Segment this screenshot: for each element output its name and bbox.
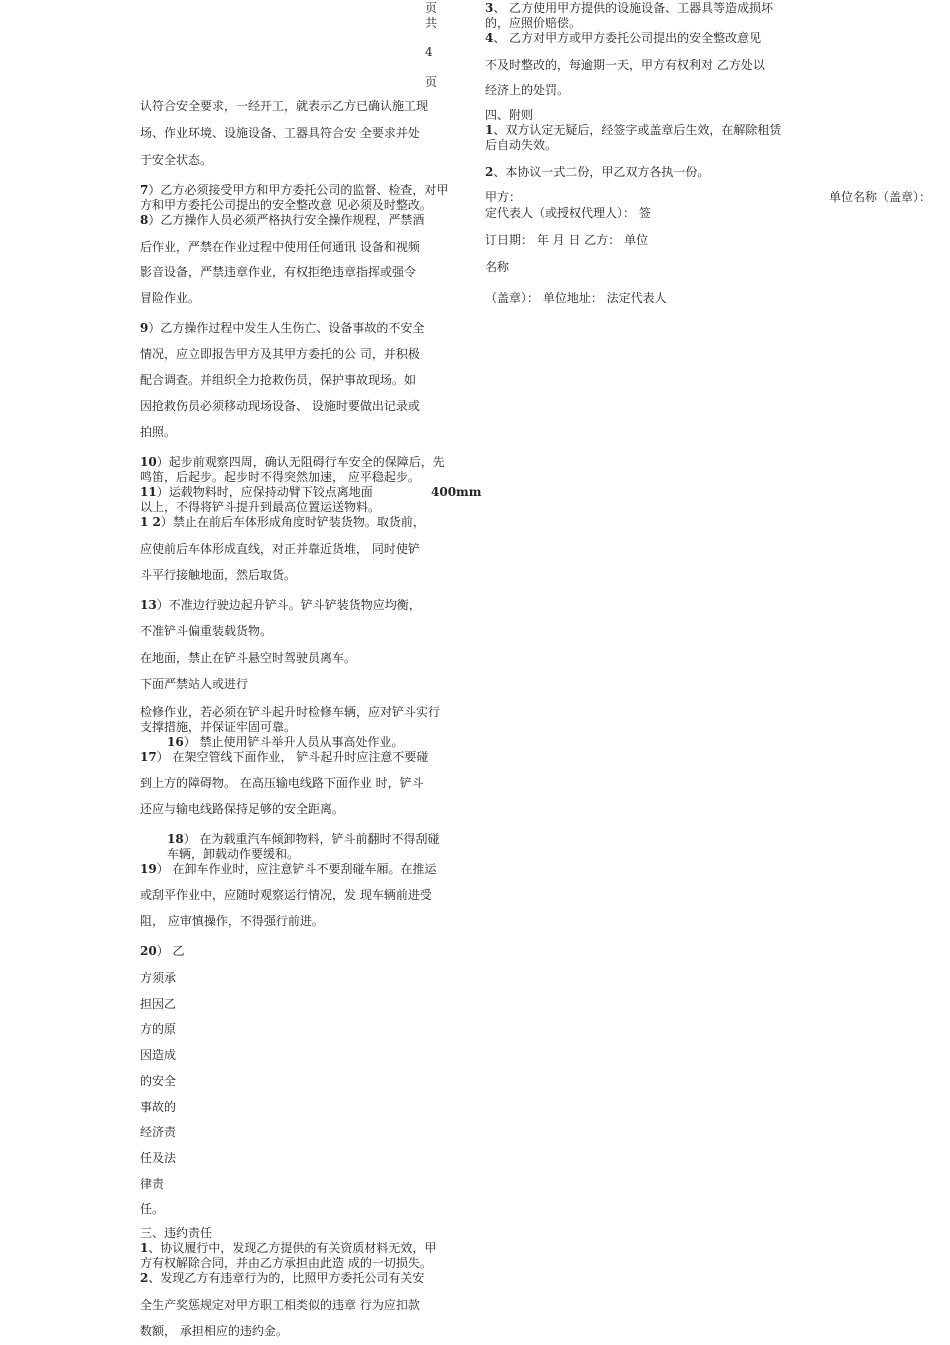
- paragraph-line: 经济责: [140, 1125, 177, 1140]
- clause-number: 16: [167, 735, 184, 749]
- paragraph-line: 方须承: [140, 971, 177, 985]
- clause-text: 、发现乙方有违章行为的，比照甲方委托公司有关安: [148, 1271, 425, 1285]
- paragraph-line: 担因乙: [140, 996, 177, 1011]
- page-total-label: 共: [425, 16, 438, 30]
- page-label: 页: [425, 1, 438, 15]
- clause-18: [167, 833, 440, 846]
- paragraph-line: 后作业，严禁在作业过程中使用任何通讯 设备和视频: [140, 240, 420, 254]
- clause-text: ）不准边行驶边起升铲斗。铲斗铲装货物应均衡，: [156, 598, 421, 612]
- paragraph-line: 不及时整改的，每逾期一天，甲方有权利对 乙方处以: [485, 58, 765, 72]
- paragraph-line: 的安全: [140, 1073, 177, 1088]
- paragraph-line: 冒险作业。: [140, 291, 201, 305]
- clause-9: [140, 322, 424, 335]
- paragraph-line: 全生产奖惩规定对甲方职工相类似的违章 行为应扣款: [140, 1298, 420, 1312]
- paragraph-line: 支撑措施，并保证牢固可靠。: [140, 720, 297, 734]
- paragraph-line: 律责: [140, 1176, 165, 1191]
- clause-text: 、本协议一式二份，甲乙双方各执一份。: [493, 165, 710, 179]
- penalty-1: [140, 1242, 436, 1255]
- clause-text: ）运载物料时，应保持动臂下铰点离地面: [156, 485, 373, 499]
- clause-number: 4: [485, 31, 494, 45]
- clause-number: 20: [140, 944, 157, 958]
- clause-number: 1: [140, 1241, 149, 1255]
- clause-number: 18: [167, 832, 184, 846]
- paragraph-line: 应使前后车体形成直线，对正并靠近货堆， 同时使铲: [140, 542, 420, 556]
- page-total-number: 4: [425, 45, 433, 59]
- paragraph-line: 拍照。: [140, 425, 177, 439]
- clause-number: 10: [140, 455, 157, 469]
- clause-text: 、 乙方使用甲方提供的设施设备、工器具等造成损坏: [493, 1, 774, 15]
- paragraph-line: 车辆，卸载动作要缓和。: [167, 847, 300, 861]
- paragraph-line: 方有权解除合同，并由乙方承担由此造 成的一切损失。: [140, 1256, 432, 1270]
- clause-3: [485, 2, 773, 15]
- clause-19: [140, 863, 437, 876]
- clause-20: [140, 945, 185, 958]
- paragraph-line: 的，应照价赔偿。: [485, 16, 582, 30]
- clause-4: [485, 32, 761, 45]
- clause-number: 8: [140, 213, 149, 227]
- paragraph-line: 数额， 承担相应的违约金。: [140, 1324, 288, 1338]
- clause-text: ）乙方操作人员必须严格执行安全操作规程，严禁酒: [148, 213, 425, 227]
- paragraph-line: 到上方的障碍物。 在高压输电线路下面作业 时，铲斗: [140, 776, 424, 790]
- clause-number: 19: [140, 862, 157, 876]
- clause-text: 、双方认定无疑后，经签字或盖章后生效，在解除租赁: [493, 123, 782, 137]
- paragraph-line: 鸣笛，后起步。起步时不得突然加速， 应平稳起步。: [140, 470, 420, 484]
- paragraph-line: 在地面，禁止在铲斗悬空时驾驶员离车。: [140, 651, 357, 665]
- seal-address-line: （盖章）： 单位地址： 法定代表人: [485, 291, 667, 305]
- clause-text: 、协议履行中，发现乙方提供的有关资质材料无效，甲: [148, 1241, 437, 1255]
- paragraph-line: 方的原: [140, 1022, 177, 1037]
- paragraph-line: 斗平行接触地面，然后取货。: [140, 568, 297, 582]
- paragraph-line: 场、作业环境、设施设备、工器具符合安 全要求并处: [140, 126, 420, 140]
- clause-number: 7: [140, 183, 149, 197]
- clause-text: 、 乙方对甲方或甲方委托公司提出的安全整改意见: [493, 31, 762, 45]
- clause-10: [140, 456, 445, 469]
- clause-number: 17: [140, 750, 157, 764]
- clause-8: [140, 214, 424, 227]
- paragraph-line: 影音设备，严禁违章作业，有权拒绝违章指挥或强令: [140, 265, 417, 279]
- paragraph-line: 还应与输电线路保持足够的安全距离。: [140, 802, 345, 816]
- paragraph-line: 后自动失效。: [485, 138, 558, 152]
- name-label: 名称: [485, 260, 510, 274]
- clause-text: ） 乙: [156, 944, 185, 958]
- clause-number: 11: [140, 485, 157, 499]
- paragraph-line: 经济上的处罚。: [485, 83, 570, 97]
- annex-1: [485, 124, 781, 137]
- clause-13: [140, 599, 421, 612]
- clause-text: ）起步前观察四周，确认无阻碍行车安全的保障后，先: [156, 455, 445, 469]
- paragraph-line: 任。: [140, 1202, 165, 1217]
- paragraph-line: 配合调查。并组织全力抢救伤员，保护事故现场。如: [140, 373, 417, 387]
- paragraph-line: 阻， 应审慎操作，不得强行前进。: [140, 914, 324, 928]
- paragraph-line: 任及法: [140, 1150, 177, 1165]
- paragraph-line: 情况，应立即报告甲方及其甲方委托的公 司，并积极: [140, 347, 420, 361]
- clause-number: 13: [140, 598, 157, 612]
- paragraph-line: 以上，不得将铲斗提升到最高位置运送物料。: [140, 500, 381, 514]
- section-heading: 四、附则: [485, 108, 534, 122]
- clause-16: [167, 736, 404, 749]
- paragraph-line: 因造成: [140, 1048, 177, 1063]
- clause-number: 2: [140, 1271, 149, 1285]
- clause-number: 1: [485, 123, 494, 137]
- paragraph-line: 方和甲方委托公司提出的安全整改意 见必须及时整改。: [140, 198, 432, 212]
- sign-date-line: 订日期： 年 月 日 乙方： 单位: [485, 233, 649, 247]
- clause-number: 9: [140, 321, 149, 335]
- clause-text: ） 在卸车作业时，应注意铲斗不要刮碰车厢。在推运: [156, 862, 437, 876]
- paragraph-line: 检修作业，若必须在铲斗起升时检修车辆，应对铲斗实行: [140, 705, 441, 719]
- clause-text: ）禁止在前后车体形成角度时铲装货物。取货前，: [160, 515, 425, 529]
- paragraph-line: 认符合安全要求，一经开工，就表示乙方已确认施工现: [140, 99, 429, 113]
- clause-text: ） 禁止使用铲斗举升人员从事高处作业。: [183, 735, 404, 749]
- paragraph-line: 下面严禁站人或进行: [140, 677, 249, 691]
- penalty-2: [140, 1272, 424, 1285]
- party-a-label: 甲方：: [485, 190, 522, 204]
- annex-2: [485, 166, 709, 179]
- measurement-value: 400mm: [431, 485, 482, 499]
- clause-number: 1 2: [140, 515, 161, 529]
- legal-rep-line: 定代表人（或授权代理人）： 签: [485, 206, 651, 220]
- clause-text: ）乙方必须接受甲方和甲方委托公司的监督、检查，对甲: [148, 183, 449, 197]
- clause-text: ）乙方操作过程中发生人生伤亡、设备事故的不安全: [148, 321, 425, 335]
- paragraph-line: 于安全状态。: [140, 153, 213, 167]
- paragraph-line: 或刮平作业中，应随时观察运行情况，发 现车辆前进受: [140, 888, 432, 902]
- paragraph-line: 事故的: [140, 1099, 177, 1114]
- clause-number: 3: [485, 1, 494, 15]
- section-heading: 三、违约责任: [140, 1226, 213, 1240]
- clause-12: [140, 516, 425, 529]
- clause-number: 2: [485, 165, 494, 179]
- clause-text: ） 在架空管线下面作业， 铲斗起升时应注意不要碰: [156, 750, 429, 764]
- clause-7: [140, 184, 448, 197]
- unit-seal-label: 单位名称（盖章）：: [829, 190, 932, 204]
- clause-text: ） 在为载重汽车倾卸物料，铲斗前翻时不得刮碰: [183, 832, 440, 846]
- paragraph-line: 不准铲斗偏重装载货物。: [140, 624, 273, 638]
- page-label: 页: [425, 75, 438, 89]
- clause-11: [140, 486, 373, 499]
- clause-17: [140, 751, 428, 764]
- paragraph-line: 因抢救伤员必须移动现场设备、 设施时要做出记录或: [140, 399, 420, 413]
